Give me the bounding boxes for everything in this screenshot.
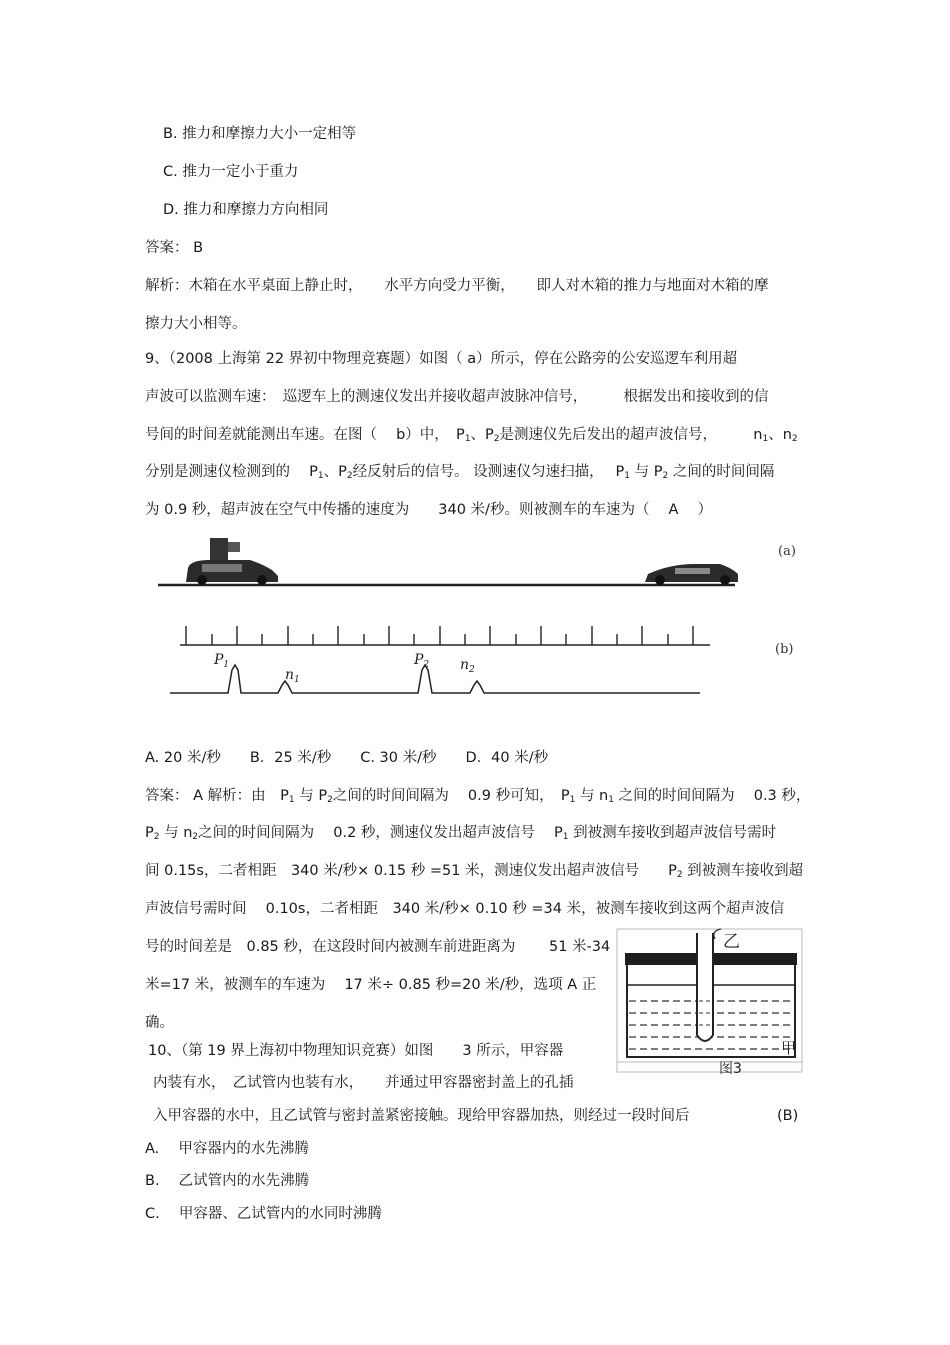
q8-option-c: C. 推力一定小于重力 <box>163 164 299 180</box>
q9-answer-line6: 米=17 米，被测车的车速为 17 米÷ 0.85 秒=20 米/秒，选项 A 正 <box>145 977 597 993</box>
figure-3-caption: 图3 <box>719 1061 742 1075</box>
q9-line3: 号间的时间差就能测出车速。在图（ b）中， $P_1$、$P_2$是测速仪先后发出的超声波信号， $n_1$、$n_2$ <box>145 427 798 444</box>
q10-option-c: C. 甲容器、乙试管内的水同时沸腾 <box>145 1206 382 1222</box>
q9-answer-line2: $P_2$ 与 $n_2$之间的时间间隔为 0.2 秒，测速仪发出超声波信号 $P_1$ 到被测车接收到超声波信号需时 <box>145 825 777 842</box>
q9-answer-line3: 间 0.15s，二者相距 340 米/秒× 0.15 秒 =51 米，测速仪发出超声波信号 $P_2$ 到被测车接收到超 <box>145 863 804 880</box>
q10-option-b: B. 乙试管内的水先沸腾 <box>145 1173 310 1189</box>
q8-option-b: B. 推力和摩擦力大小一定相等 <box>163 126 357 142</box>
q10-line3: 入甲容器的水中，且乙试管与密封盖紧密接触。现给甲容器加热，则经过一段时间后 <box>153 1108 690 1124</box>
q9-line5: 为 0.9 秒，超声波在空气中传播的速度为 340 米/秒。则被测车的车速为（ A ） <box>145 502 713 518</box>
q8-analysis-line2: 擦力大小相等。 <box>145 316 247 332</box>
q9-options: A. 20 米/秒 B．25 米/秒 C. 30 米/秒 D．40 米/秒 <box>145 750 549 766</box>
pulse-n2-label: $n_2$ <box>460 657 475 675</box>
scale-ticks <box>186 626 693 645</box>
pulse-p1-label: $P_1$ <box>214 652 230 670</box>
q9-line1: 9、（2008 上海第 22 界初中物理竞赛题）如图（ a）所示，停在公路旁的公安巡逻车利用超 <box>145 351 738 367</box>
q8-answer: 答案： B <box>145 240 204 256</box>
q10-option-a: A. 甲容器内的水先沸腾 <box>145 1141 309 1157</box>
label-jia: 甲 <box>781 1039 797 1057</box>
q10-line2: 内装有水， 乙试管内也装有水， 并通过甲容器密封盖上的孔插 <box>153 1075 574 1091</box>
label-yi: 乙 <box>723 932 740 952</box>
q9-answer-line5: 号的时间差是 0.85 秒，在这段时间内被测车前进距离为 51 米-34 <box>145 939 611 955</box>
q9-line2: 声波可以监测车速： 巡逻车上的测速仪发出并接收超声波脉冲信号， 根据发出和接收到的信 <box>145 389 769 405</box>
q10-line1: 10、（第 19 界上海初中物理知识竞赛）如图 3 所示，甲容器 <box>148 1043 564 1059</box>
q8-analysis-line1: 解析：木箱在水平桌面上静止时， 水平方向受力平衡， 即人对木箱的推力与地面对木箱的摩 <box>145 278 769 294</box>
q8-option-d: D. 推力和摩擦力方向相同 <box>163 202 329 218</box>
q10-figure-3 <box>615 925 807 1075</box>
q9-answer-line7: 确。 <box>145 1015 174 1031</box>
pulse-n1-label: $n_1$ <box>285 667 300 685</box>
q10-answer: (B) <box>777 1108 799 1124</box>
q9-line4: 分别是测速仪检测到的 $P_1$、$P_2$经反射后的信号。 设测速仪匀速扫描， $P_1$ 与 $P_2$ 之间的时间间隔 <box>145 464 775 481</box>
patrol-car-icon <box>186 538 278 585</box>
pulse-p2-label: $P_2$ <box>414 652 430 670</box>
q9-answer-line1: 答案： A 解析：由 $P_1$ 与 $P_2$之间的时间间隔为 0.9 秒可知， $P_1$ 与 $n_1$ 之间的时间间隔为 0.3 秒， <box>145 788 811 805</box>
measured-car-icon <box>645 564 738 585</box>
figure-b-label: (b) <box>775 642 794 657</box>
q9-answer-line4: 声波信号需时间 0.10s，二者相距 340 米/秒× 0.10 秒 =34 米，被测车接收到这两个超声波信 <box>145 901 785 917</box>
q9-figure <box>150 530 810 710</box>
figure-a-label: (a) <box>778 544 796 559</box>
signal-trace <box>170 665 700 693</box>
